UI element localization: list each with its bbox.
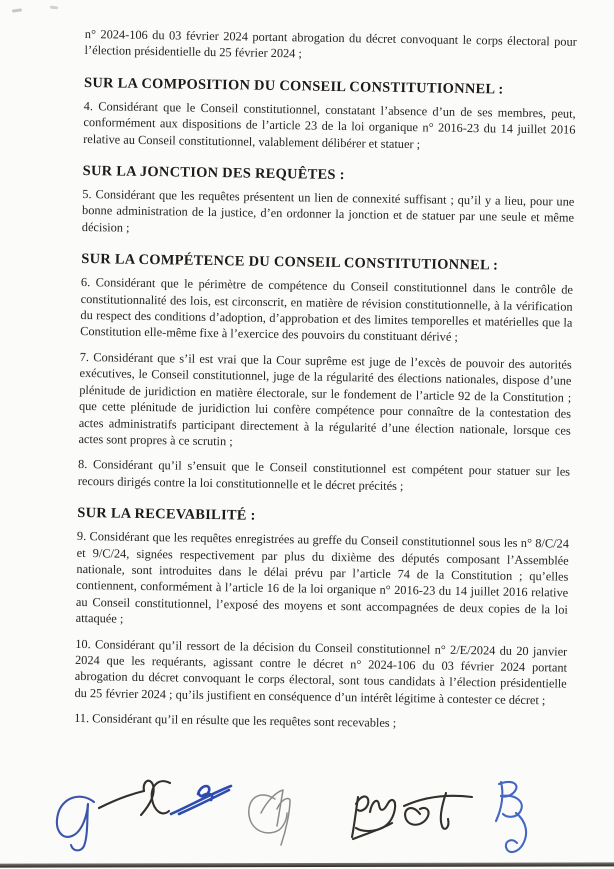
scan-smudge: [12, 8, 22, 12]
handwritten-signature-4: [243, 787, 303, 847]
body-paragraph: 11. Considérant qu’il en résulte que les requêtes sont recevables ;: [74, 711, 397, 731]
section-heading: SUR LA JONCTION DES REQUÊTES :: [82, 163, 345, 184]
document-content: [74, 26, 577, 743]
body-paragraph: 4. Considérant que le Conseil constitutionnel, constatant l’absence d’un de ses membres, peut, conformément aux dispositions de l’article 23 de la loi organique n° 2016-23 du 14 juillet 2016 relative au Conseil constitutionnel, valablement délibérer et statuer ;: [83, 98, 576, 151]
body-paragraph: 6. Considérant que le périmètre de compétence du Conseil constitutionnel dans le contrôle de constitutionnalité des lois, est circonscrit, en matière de révision constitutionnelle, à la vérification du respect des conditions d’adoption, d’approbation et des limites temporelles et matérielles que la Constitution elle-même fixe à l’exercice des pouvoirs du constituant dérivé ;: [80, 275, 574, 345]
section-heading: SUR LA COMPOSITION DU CONSEIL CONSTITUTIONNEL :: [83, 74, 504, 98]
body-paragraph: 7. Considérant que s’il est vrai que la Cour suprême est juge de l’excès de pouvoir des autorités exécutives, le Conseil constitutionnel, juge de la régularité des élections nationales, dispose d’une plénitude de juridiction en matière électorale, sur le fondement de l’article 92 de la Constitution ; que cette plénitude de juridiction lui confère compétence pour connaître de la contestation des actes administratifs participant directement à la régularité d’une élection nationale, lorsque ces actes sont propres à ce scrutin ;: [78, 349, 572, 449]
handwritten-signature-3: [169, 781, 233, 817]
section-heading: SUR LA COMPÉTENCE DU CONSEIL CONSTITUTIONNEL :: [81, 251, 499, 274]
handwritten-signature-1: [52, 793, 98, 855]
document-sections: [74, 74, 576, 734]
section-heading: SUR LA RECEVABILITÉ :: [77, 505, 256, 524]
body-paragraph: 8. Considérant qu’il s’ensuit que le Conseil constitutionnel est compétent pour statuer sur les recours dirigés contre la loi constitutionnelle et le décret précités ;: [77, 457, 571, 493]
handwritten-signature-5: [348, 784, 474, 842]
body-paragraph: 9. Considérant que les requêtes enregistrées au greffe du Conseil constitutionnel sous les n° 8/C/24 et 9/C/24, signées respectivement par plus du dixième des députés composant l’Assemblée nationale, sont introduites dans le délai prévu par l’article 74 de la Constitution ; qu’elles contiennent, conformément à l’article 16 de la loi organique n° 2016-23 du 14 juillet 2016 relative au Conseil constitutionnel, l’exposé des moyens et sont accompagnées de deux copies de la loi attaquée ;: [75, 529, 570, 626]
body-paragraph: 10. Considérant qu’il ressort de la décision du Conseil constitutionnel n° 2/E/2024 du 20 janvier 2024 que les requérants, agissant contre le décret n° 2024-106 du 03 février 2024 portant abrogation du décret convoquant le corps électoral, sont tous candidats à l’élection présidentielle du 25 février 2024 ; qu’ils justifient en conséquence d’un intérêt légitime à contester ce décret ;: [74, 636, 568, 708]
scan-smudge: [50, 6, 58, 10]
handwritten-signature-2: [97, 777, 173, 827]
intro-paragraph: n° 2024-106 du 03 février 2024 portant abrogation du décret convoquant le corps électoral pour l’élection présidentielle du 25 février 2024 ;: [84, 26, 577, 61]
scan-bottom-edge: [0, 862, 614, 867]
body-paragraph: 5. Considérant que les requêtes présentent un lien de connexité suffisant ; qu’il y a lieu, pour une bonne administration de la justice, d’en ordonner la jonction et de statuer par une seule et même décision ;: [81, 187, 575, 235]
handwritten-signature-6: [486, 778, 538, 858]
